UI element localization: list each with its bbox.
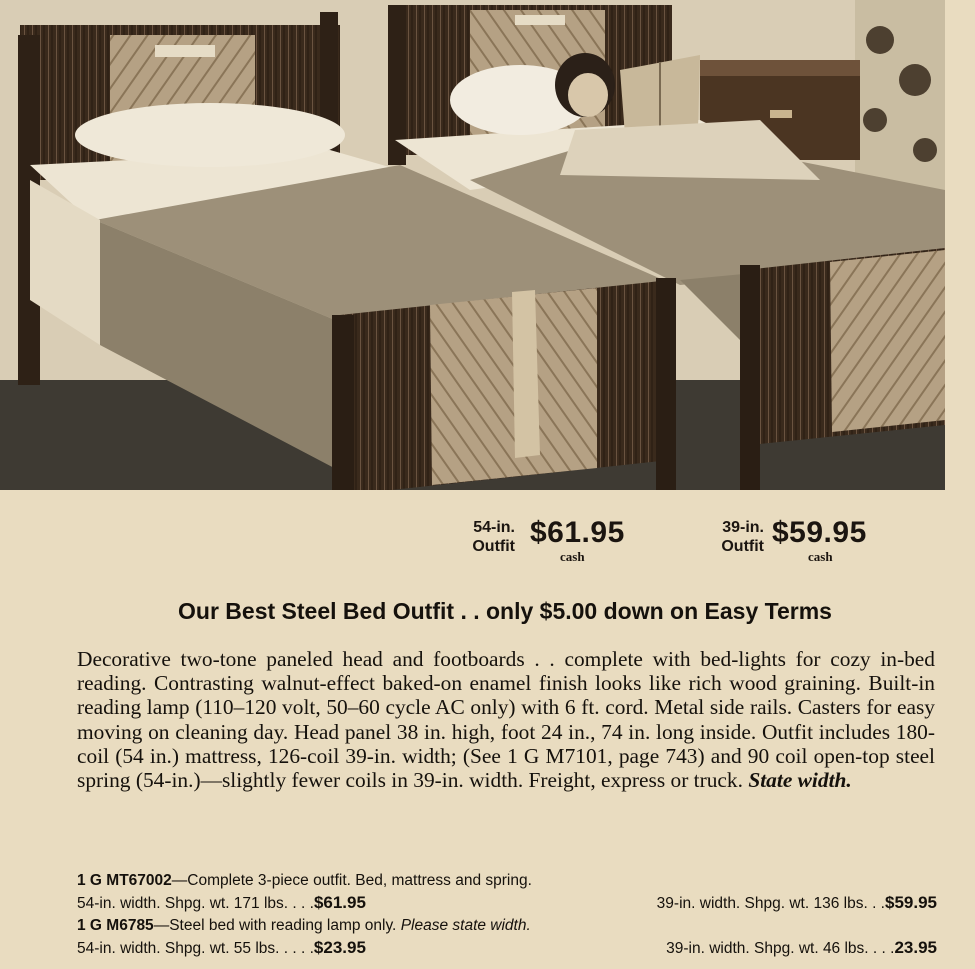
catalog-item-line xyxy=(77,917,937,935)
catalog-item-line xyxy=(77,872,937,890)
product-photo xyxy=(0,0,945,490)
product-description xyxy=(77,647,935,792)
item-price-39: 23.95 xyxy=(894,938,937,957)
catalog-number: 1 G MT67002 xyxy=(77,872,172,889)
outfit-size-label: 39-in. xyxy=(722,519,764,536)
catalog-number: 1 G M6785 xyxy=(77,917,154,934)
curtain xyxy=(855,0,945,190)
catalog-description: —Complete 3-piece outfit. Bed, mattress and spring. xyxy=(171,872,532,889)
outfit-size-label: 54-in. xyxy=(473,519,515,536)
item-price-54: $61.95 xyxy=(313,893,366,912)
ad-headline: Our Best Steel Bed Outfit . . only $5.00 down on Easy Terms xyxy=(178,598,832,624)
outfit-price: $59.95 xyxy=(772,516,867,549)
catalog-weight-line xyxy=(77,938,937,958)
catalog-weight-line xyxy=(77,893,937,913)
outfit-label: Outfit xyxy=(472,538,515,555)
weight-54: 54-in. width. Shpg. wt. 171 lbs. . . . xyxy=(77,895,314,912)
price-terms: cash xyxy=(808,549,833,564)
weight-39: 39-in. width. Shpg. wt. 136 lbs. . . xyxy=(656,895,885,912)
catalog-description: —Steel bed with reading lamp only. xyxy=(153,917,397,934)
weight-39: 39-in. width. Shpg. wt. 46 lbs. . . . xyxy=(666,940,895,957)
description-text: Decorative two-tone paneled head and footboards . . complete with bed-lights for cozy in-bed reading. Contrasting walnut-effect baked-on enamel finish looks like rich wood graining. Built-in reading lamp (110–120 volt, 50–60 cycle AC only) with 6 ft. cord. Metal side rails. Casters for easy moving on cleaning day. Head panel 38 in. high, foot 24 in., 74 in. long inside. Outfit includes 180-coil (54 in.) mattress, 126-coil 39-in. width; (See 1 G M7101, page 743) and 90 coil open-top steel spring (54-in.)—slightly fewer coils in 39-in. width. Freight, express or truck. xyxy=(77,647,935,793)
twin-beds-illustration xyxy=(0,0,945,490)
description-emphasis: State width. xyxy=(748,768,852,793)
price-callout-39 xyxy=(704,518,764,568)
item-price-54: $23.95 xyxy=(313,938,366,957)
price-callout-54 xyxy=(455,518,515,568)
item-price-39: $59.95 xyxy=(885,893,937,912)
outfit-price: $61.95 xyxy=(530,516,625,549)
outfit-label: Outfit xyxy=(721,538,764,555)
price-terms: cash xyxy=(560,549,585,564)
weight-54: 54-in. width. Shpg. wt. 55 lbs. . . . . xyxy=(77,940,314,957)
catalog-note: Please state width. xyxy=(400,917,531,934)
